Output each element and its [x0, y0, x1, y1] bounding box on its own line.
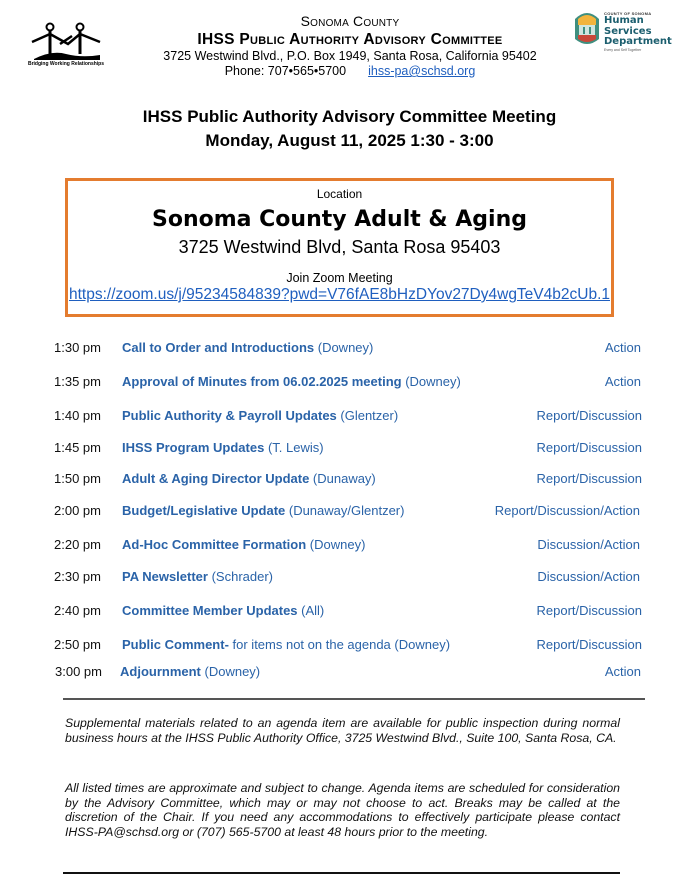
- agenda-title: Committee Member Updates: [122, 603, 298, 618]
- agenda-title: IHSS Program Updates: [122, 440, 265, 455]
- location-box: [65, 178, 614, 317]
- agenda-title: Public Comment-: [122, 637, 229, 652]
- email-link[interactable]: ihss-pa@schsd.org: [368, 64, 476, 78]
- divider-top: [63, 698, 645, 700]
- agenda-presenter: (Downey): [314, 340, 374, 355]
- agenda-presenter: (T. Lewis): [264, 440, 324, 455]
- location-label: Location: [316, 187, 363, 201]
- agenda-topic: [122, 537, 365, 552]
- agenda-topic: [122, 569, 273, 584]
- agenda-time: 1:40 pm: [54, 408, 101, 423]
- meeting-date: Monday, August 11, 2025 1:30 - 3:00: [205, 131, 494, 150]
- agenda-item: [0, 374, 699, 392]
- hsd-emblem-icon: [573, 9, 601, 47]
- agenda-time: 2:40 pm: [54, 603, 101, 618]
- location-name: Sonoma County Adult & Aging: [152, 207, 527, 232]
- agenda-topic: [122, 440, 324, 455]
- hsd-county-label: COUNTY OF SONOMA: [604, 11, 652, 16]
- agenda-item: [0, 503, 699, 521]
- agenda-topic: [122, 471, 376, 486]
- agenda-time: 2:00 pm: [54, 503, 101, 518]
- agenda-topic: [122, 340, 373, 355]
- human-services-department-logo: [573, 9, 673, 52]
- agenda-presenter: for items not on the agenda (Downey): [228, 637, 451, 652]
- agenda-presenter: (Downey): [306, 537, 366, 552]
- agenda-title: PA Newsletter: [122, 569, 208, 584]
- agenda-time: 1:35 pm: [54, 374, 101, 389]
- agenda-item: [0, 569, 699, 587]
- agenda-presenter: (Downey): [401, 374, 461, 389]
- agenda-presenter: (Dunaway): [309, 471, 376, 486]
- agenda-time: 3:00 pm: [55, 664, 102, 679]
- agenda-presenter: (All): [297, 603, 325, 618]
- mailing-address: 3725 Westwind Blvd., P.O. Box 1949, Santa Rosa, California 95402: [163, 49, 537, 63]
- agenda-presenter: (Glentzer): [336, 408, 399, 423]
- agenda-title: Public Authority & Payroll Updates: [122, 408, 337, 423]
- agenda-type: Action: [604, 664, 641, 679]
- agenda-presenter: (Schrader): [207, 569, 274, 584]
- agenda-type: Discussion/Action: [537, 569, 640, 584]
- zoom-meeting-link[interactable]: https://zoom.us/j/95234584839?pwd=V76fAE8bHzDYov27Dy4wgTeV4b2cUb.1: [69, 286, 610, 303]
- agenda-type: Report/Discussion: [536, 471, 642, 486]
- agenda-type: Discussion/Action: [537, 537, 640, 552]
- bridging-relationships-logo: [24, 22, 108, 70]
- contact-line: [140, 64, 560, 79]
- disclaimer-note: All listed times are approximate and subject to change. Agenda items are scheduled for consideration by the Advisory Committee, which may or may not choose to act. Breaks may be called at the discretion of the Chair. If you need any accommodations to effectively participate please contact IHSS-PA@schsd.org or (707) 565-5700 at least 48 hours prior to the meeting.: [65, 781, 620, 839]
- agenda-type: Action: [604, 374, 641, 389]
- agenda-type: Report/Discussion: [536, 408, 642, 423]
- hsd-name-line2: Department: [604, 36, 672, 47]
- agenda-topic: [122, 374, 461, 389]
- agenda-item: [0, 471, 699, 489]
- zoom-label: Join Zoom Meeting: [286, 271, 393, 285]
- agenda-item: [0, 440, 699, 458]
- agenda-type: Report/Discussion/Action: [494, 503, 640, 518]
- agenda-item: [0, 408, 699, 426]
- agenda-time: 1:50 pm: [54, 471, 101, 486]
- agenda-title: Adjournment: [120, 664, 201, 679]
- agenda-topic: [120, 664, 260, 679]
- agenda-time: 2:20 pm: [54, 537, 101, 552]
- agenda-topic: [122, 637, 450, 652]
- phone-number: Phone: 707•565•5700: [224, 64, 347, 78]
- agenda-title: Adult & Aging Director Update: [122, 471, 310, 486]
- meeting-title: IHSS Public Authority Advisory Committee Meeting: [142, 107, 557, 126]
- agenda-topic: [122, 603, 324, 618]
- agenda-title: Ad-Hoc Committee Formation: [122, 537, 307, 552]
- divider-bottom: [63, 872, 620, 874]
- agenda-item: [0, 340, 699, 358]
- agenda-type: Report/Discussion: [536, 603, 642, 618]
- agenda-topic: [122, 408, 398, 423]
- agenda-type: Report/Discussion: [536, 440, 642, 455]
- agenda-item: [0, 603, 699, 621]
- agenda-type: Action: [604, 340, 641, 355]
- agenda-time: 2:30 pm: [54, 569, 101, 584]
- hsd-tagline: Every and Self Together: [604, 47, 642, 52]
- agenda-presenter: (Downey): [200, 664, 261, 679]
- agenda-type: Report/Discussion: [536, 637, 642, 652]
- agenda-presenter: (Dunaway/Glentzer): [285, 503, 405, 518]
- agenda-topic: [122, 503, 404, 518]
- committee-name: IHSS Public Authority Advisory Committee: [197, 31, 503, 48]
- location-address: 3725 Westwind Blvd, Santa Rosa 95403: [178, 237, 501, 257]
- two-figures-holding-hands-icon: [24, 22, 108, 62]
- agenda-time: 1:30 pm: [54, 340, 101, 355]
- agenda-title: Approval of Minutes from 06.02.2025 meeting: [122, 374, 402, 389]
- agenda-item: [0, 637, 699, 655]
- agenda-title: Call to Order and Introductions: [122, 340, 315, 355]
- agenda-item: [0, 664, 699, 682]
- agenda-time: 1:45 pm: [54, 440, 101, 455]
- logo-tagline: Bridging Working Relationships: [27, 61, 105, 67]
- letterhead: [140, 13, 560, 79]
- county-name: Sonoma County: [300, 13, 400, 29]
- agenda-time: 2:50 pm: [54, 637, 101, 652]
- agenda-item: [0, 537, 699, 555]
- supplemental-materials-note: Supplemental materials related to an agenda item are available for public inspection during normal business hours at the IHSS Public Authority Office, 3725 Westwind Blvd., Suite 100, Santa Rosa, CA.: [65, 716, 620, 745]
- hsd-name-line1: Human Services: [604, 15, 652, 37]
- agenda-title: Budget/Legislative Update: [122, 503, 286, 518]
